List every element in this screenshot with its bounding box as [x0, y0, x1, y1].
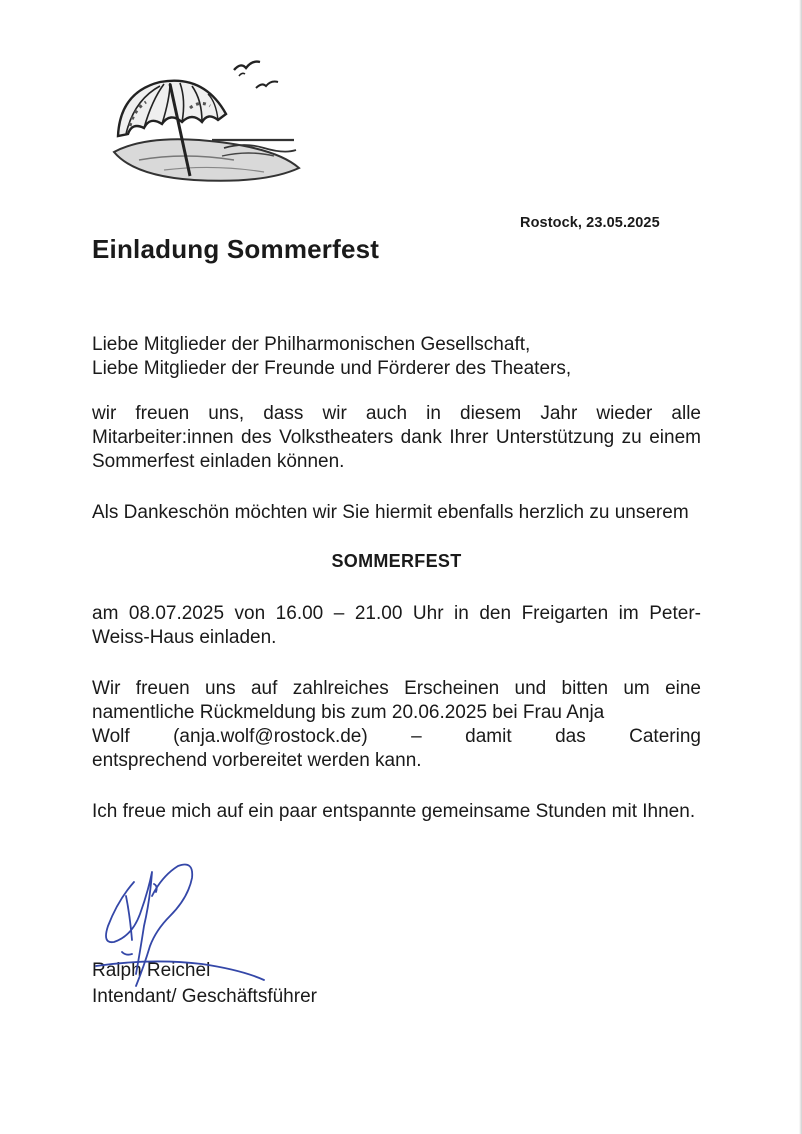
rsvp-word-das: das — [555, 726, 586, 747]
signer-name: Ralph Reichel — [92, 960, 211, 981]
rsvp-contact-name: Wolf — [92, 726, 130, 747]
rsvp-contact-email: (anja.wolf@rostock.de) — [173, 726, 368, 747]
letter-date: Rostock, 23.05.2025 — [520, 215, 660, 231]
salutation-line-2: Liebe Mitglieder der Freunde und Förderer des Theaters, — [92, 358, 572, 379]
rsvp-word-catering: Catering — [629, 726, 701, 747]
event-name: SOMMERFEST — [331, 551, 462, 571]
signature-icon — [92, 856, 272, 1006]
paragraph-closing: Ich freue mich auf ein paar entspannte gemeinsame Stunden mit Ihnen. — [92, 801, 696, 822]
rsvp-contact-line — [92, 725, 701, 749]
paragraph-thanks: Als Dankeschön möchten wir Sie hiermit ebenfalls herzlich zu unserem — [92, 502, 689, 523]
paragraph-rsvp — [92, 677, 701, 773]
rsvp-lead: Wir freuen uns auf zahlreiches Erscheinen und bitten um eine namentliche Rückmeldung bis zum 20.06.2025 bei Frau Anja — [92, 678, 701, 723]
salutation-line-1: Liebe Mitglieder der Philharmonischen Gesellschaft, — [92, 334, 531, 355]
paragraph-date-venue: am 08.07.2025 von 16.00 – 21.00 Uhr in den Freigarten im Peter-Weiss-Haus einladen. — [92, 603, 701, 648]
salutation — [92, 333, 701, 381]
rsvp-tail: entsprechend vorbereitet werden kann. — [92, 750, 422, 771]
rsvp-dash: – — [411, 726, 422, 747]
letter-title: Einladung Sommerfest — [92, 234, 380, 264]
signer-role: Intendant/ Geschäftsführer — [92, 986, 317, 1007]
beach-umbrella-icon — [104, 56, 304, 188]
paragraph-intro: wir freuen uns, dass wir auch in diesem Jahr wieder alle Mitarbeiter:innen des Volkstheaters dank Ihrer Unterstützung zu einem Sommerfest einladen können. — [92, 403, 701, 472]
rsvp-word-damit: damit — [465, 726, 512, 747]
